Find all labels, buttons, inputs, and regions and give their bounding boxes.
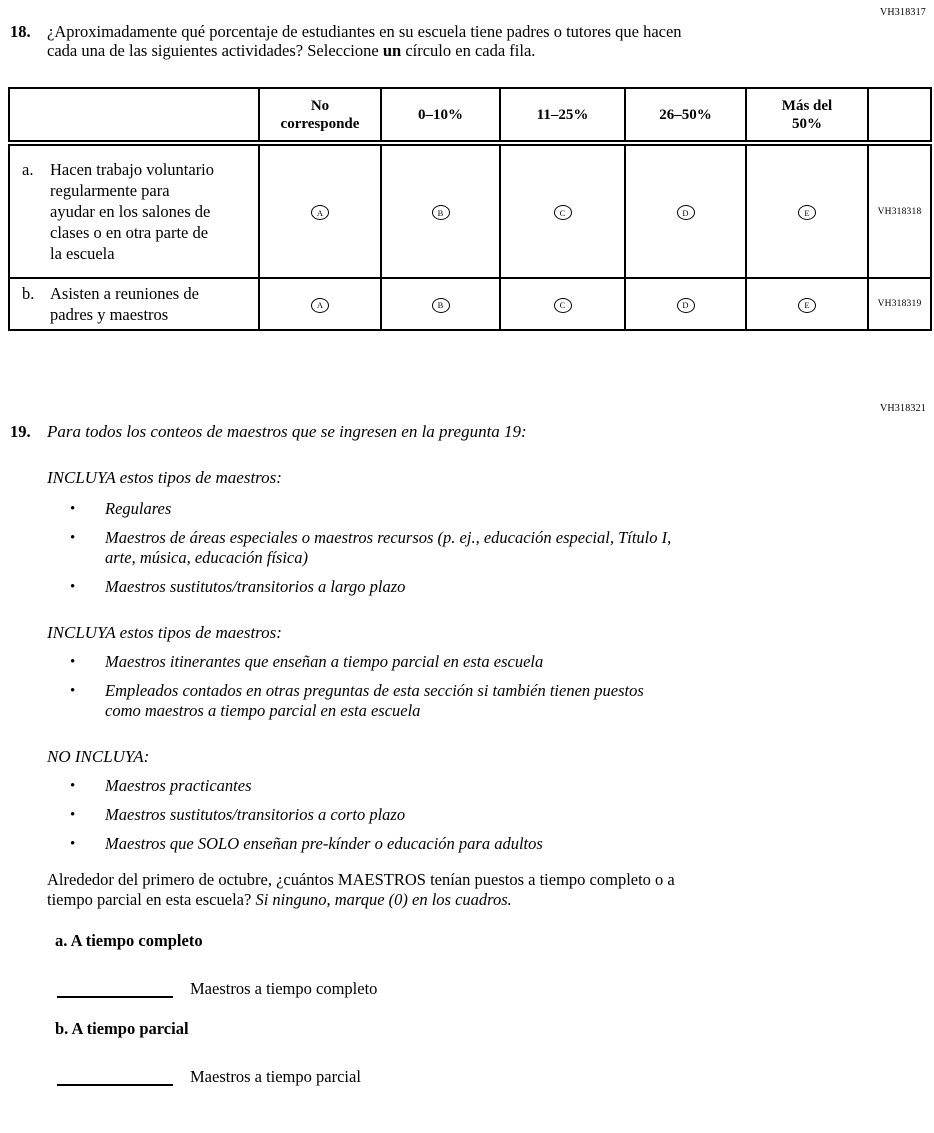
row-b-option-bubble-b[interactable]: B <box>432 298 450 313</box>
question-19 <box>10 422 934 442</box>
table-row-a <box>9 143 931 278</box>
row-a-form-code: VH318318 <box>868 143 931 278</box>
list-item: • Maestros practicantes <box>105 776 680 796</box>
part-a-answer-row <box>57 979 934 998</box>
q18-response-table <box>8 87 932 331</box>
list-item: • Maestros itinerantes que enseñan a tiempo parcial en esta escuela <box>105 652 680 672</box>
question-19-intro: Para todos los conteos de maestros que se ingresen en la pregunta 19: <box>47 422 527 441</box>
list-item: • Empleados contados en otras preguntas de esta sección si también tienen puestos como maestros a tiempo parcial en esta escuela <box>105 681 680 721</box>
column-header-blank <box>9 88 259 143</box>
row-b-option-bubble-a[interactable]: A <box>311 298 329 313</box>
part-a-write-in-blank[interactable] <box>57 981 173 998</box>
column-header-11-25: 11–25% <box>500 88 625 143</box>
row-b-option-bubble-d[interactable]: D <box>677 298 695 313</box>
list-item: • Maestros de áreas especiales o maestros recursos (p. ej., educación especial, Título I, arte, música, educación física) <box>105 528 680 568</box>
question-18-number: 18. <box>10 22 31 41</box>
part-b-heading: b. A tiempo parcial <box>55 1019 189 1038</box>
list-item: • Maestros sustitutos/transitorios a largo plazo <box>105 577 680 597</box>
include-section-1-list <box>0 499 934 597</box>
row-a-option-bubble-a[interactable]: A <box>311 205 329 220</box>
question-19-prompt: Alrededor del primero de octubre, ¿cuántos MAESTROS tenían puestos a tiempo completo o a tiempo parcial en esta escuela? Si ninguno, marque (0) en los cuadros. <box>47 870 675 909</box>
row-a-option-bubble-c[interactable]: C <box>554 205 572 220</box>
row-a-label-cell <box>9 143 259 278</box>
include-section-1-heading: INCLUYA estos tipos de maestros: <box>47 468 282 487</box>
row-a-text: Hacen trabajo voluntario regularmente para ayudar en los salones de clases o en otra parte de la escuela <box>50 160 215 263</box>
part-a-blank-label: Maestros a tiempo completo <box>190 979 378 998</box>
part-b-blank-label: Maestros a tiempo parcial <box>190 1067 361 1086</box>
row-b-option-bubble-e[interactable]: E <box>798 298 816 313</box>
row-b-letter: b. <box>22 284 35 303</box>
form-code-q19: VH318321 <box>879 403 926 414</box>
question-19-prompt-italic: Si ninguno, marque (0) en los cuadros. <box>255 890 512 909</box>
row-b-form-code: VH318319 <box>868 278 931 330</box>
column-header-mas-del-50: Más del 50% <box>746 88 868 143</box>
question-18-text: ¿Aproximadamente qué porcentaje de estudiantes en su escuela tiene padres o tutores que hacen cada una de las siguientes actividades? Seleccione un círculo en cada fila. <box>47 22 682 60</box>
row-b-option-bubble-c[interactable]: C <box>554 298 572 313</box>
exclude-section-list <box>0 776 934 854</box>
question-19-number: 19. <box>10 422 31 441</box>
question-18-bold-word: un <box>382 41 402 60</box>
table-row-b <box>9 278 931 330</box>
column-header-no-corresponde: No corresponde <box>259 88 381 143</box>
part-b-write-in-blank[interactable] <box>57 1069 173 1086</box>
column-header-0-10: 0–10% <box>381 88 500 143</box>
list-item: • Maestros sustitutos/transitorios a corto plazo <box>105 805 680 825</box>
part-b-answer-row <box>57 1067 934 1086</box>
column-header-26-50: 26–50% <box>625 88 746 143</box>
include-section-2-heading: INCLUYA estos tipos de maestros: <box>47 623 282 642</box>
question-18 <box>10 22 934 60</box>
row-b-text: Asisten a reuniones de padres y maestros <box>50 284 199 324</box>
column-header-code <box>868 88 931 143</box>
row-b-label-cell <box>9 278 259 330</box>
row-a-option-bubble-e[interactable]: E <box>798 205 816 220</box>
include-section-2-list <box>0 652 934 721</box>
exclude-section-heading: NO INCLUYA: <box>47 747 150 766</box>
list-item: • Maestros que SOLO enseñan pre-kínder o educación para adultos <box>105 834 680 854</box>
list-item: • Regulares <box>105 499 680 519</box>
form-code-q18: VH318317 <box>879 7 926 18</box>
part-a-heading: a. A tiempo completo <box>55 931 203 950</box>
row-a-letter: a. <box>22 160 34 179</box>
table-header-row <box>9 88 931 143</box>
row-a-option-bubble-b[interactable]: B <box>432 205 450 220</box>
row-a-option-bubble-d[interactable]: D <box>677 205 695 220</box>
